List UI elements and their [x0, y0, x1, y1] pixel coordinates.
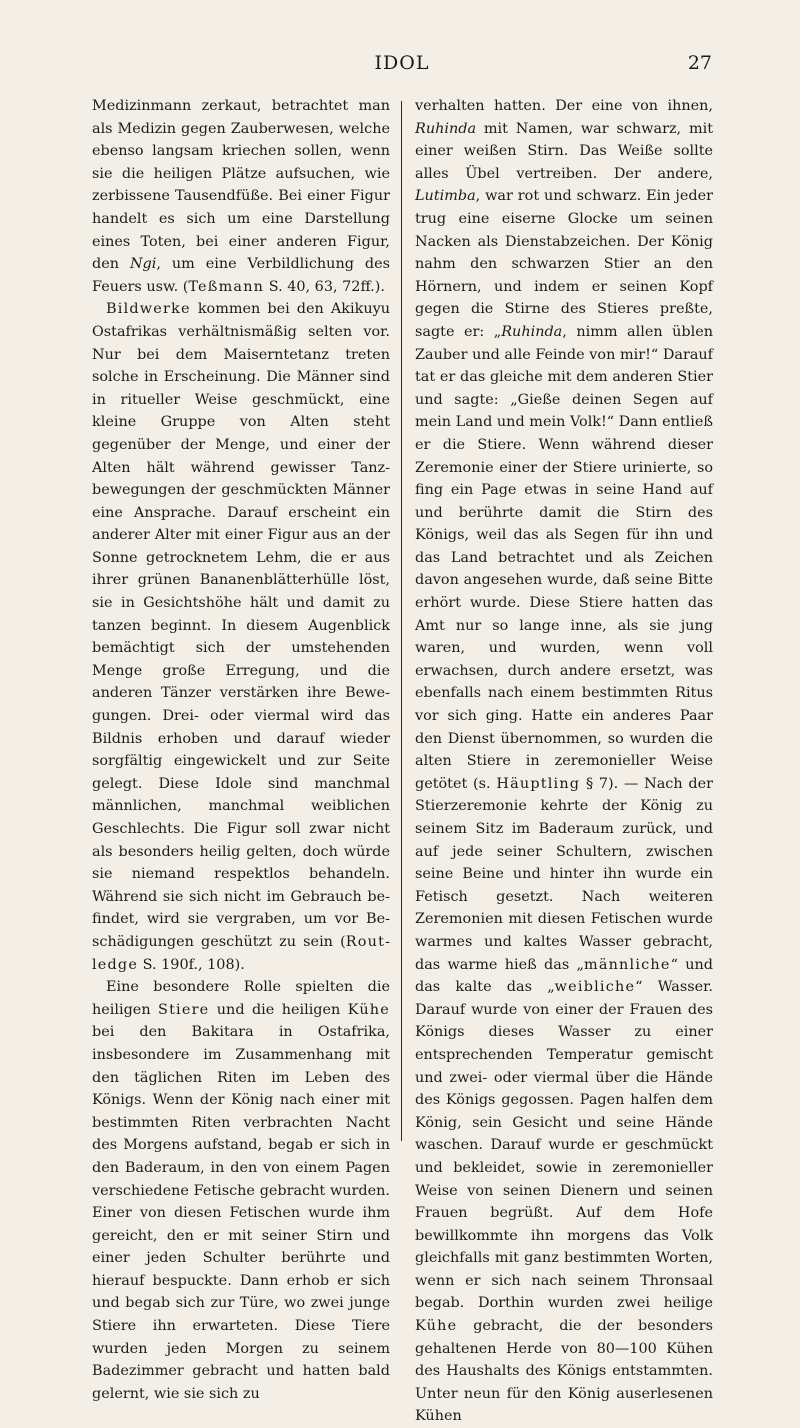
page-number: 27 — [687, 52, 712, 74]
text-columns — [92, 95, 714, 1425]
column-divider — [401, 101, 402, 1141]
running-title: IDOL — [374, 52, 430, 74]
page-header — [92, 50, 712, 80]
paragraph: Eine besondere Rolle spielten die heiligen Stiere und die heiligen Kühe bei den Bakitara in Ostafrika, insbesondere im Zusammenhang mit den täglichen Riten im Leben des Königs. Wenn der König nach einer mit bestimmten Riten verbrachten Nacht des Morgens aufstand, begab er sich in den Baderaum, in den von einem Pagen verschiedene Fetische gebracht wurden. Einer von diesen Fetischen wurde ihm gereicht, den er mit seiner Stirn und einer jeden Schulter berührte und hierauf bespuckte. Dann erhob er sich und begab sich zur Türe, wo zwei junge Stiere ihn erwarteten. Diese Tiere wurden jeden Morgen zu seinem Badezimmer gebracht und hatten bald gelernt, wie sie sich zu — [92, 979, 390, 1402]
paragraph: Medizinmann zerkaut, betrachtet man als Medizin gegen Zauberwesen, welche ebenso langsam kriechen sollen, wenn sie die heiligen Plätze aufsuchen, wie zerbissene Tausendfüße. Bei einer Figur handelt es sich um eine Darstellung eines Toten, bei einer anderen Figur, den Ngi, um eine Verbildlichung des Feuers usw. (Teßmann S. 40, 63, 72ff.). — [92, 98, 390, 295]
left-column — [92, 95, 390, 1405]
right-column — [415, 95, 713, 1428]
paragraph: verhalten hatten. Der eine von ihnen, Ruhinda mit Namen, war schwarz, mit einer weißen Stirn. Das Weiße sollte alles Übel vertreiben. Der andere, Lutimba, war rot und schwarz. Ein jeder trug eine eiserne Glocke um seinen Nacken als Dienstabzeichen. Der König nahm den schwarzen Stier an den Hörnern, und indem er seinen Kopf gegen die Stirne des Stieres preßte, sagte er: „Ruhinda, nimm allen üblen Zauber und alle Feinde von mir!“ Darauf tat er das gleiche mit dem anderen Stier und sagte: „Gieße deinen Segen auf mein Land und mein Volk!“ Dann entließ er die Stiere. Wenn während dieser Zeremonie einer der Stiere urinierte, so fing ein Page etwas in seine Hand auf und berührte damit die Stirn des Königs, weil das als Segen für ihn und das Land betrachtet und als Zeichen davon angesehen wurde, daß seine Bitte erhört wurde. Diese Stiere hatten das Amt nur so lange inne, als sie jung waren, und wurden, wenn voll erwachsen, durch andere ersetzt, was ebenfalls nach einem bestimmten Ritus vor sich ging. Hatte ein anderes Paar den Dienst übernommen, so wurden die alten Stiere in zeremonieller Weise getötet (s. Häuptling § 7). — Nach der Stierzeremonie kehrte der König zu seinem Sitz im Baderaum zurück, und auf jede seiner Schultern, zwischen seine Beine und hinter ihn wurde ein Fetisch gesetzt. Nach weiteren Zeremonien mit diesen Fetischen wurde warmes und kaltes Wasser gebracht, das warme hieß das „männliche“ und das kalte das „weibliche“ Wasser. Darauf wurde von einer der Frauen des Königs dieses Wasser zu einer entsprechenden Temperatur gemischt und zwei- oder viermal über die Hände des Königs gegossen. Pagen halfen dem König, sein Gesicht und seine Hände waschen. Darauf wurde er geschmückt und bekleidet, sowie in zeremonieller Weise von seinen Dienern und seinen Frauen begrüßt. Auf dem Hofe bewillkommte ihn morgens das Volk gleichfalls mit ganz bestimmten Worten, wenn er sich nach seinem Thronsaal begab. Dorthin wurden zwei heilige Kühe gebracht, die der besonders gehaltenen Herde von 80—100 Kühen des Haushalts des Königs entstammten. Unter neun für den König auserlesenen Kühen — [415, 98, 714, 1425]
paragraph: Bildwerke kommen bei den Akikuyu Ostafrikas verhältnismäßig selten vor. Nur bei dem Maiserntetanz treten solche in Erscheinung. Die Männer sind in ritueller Weise geschmückt, eine kleine Gruppe von Alten steht gegenüber der Menge, und einer der Alten hält während gewisser Tanzbewegungen der geschmückten Männer eine Ansprache. Darauf erscheint ein anderer Alter mit einer Figur aus an der Sonne getrocknetem Lehm, die er aus ihrer grünen Bananenblätterhülle löst, sie in Gesichtshöhe hält und damit zu tanzen beginnt. In diesem Augenblick bemächtigt sich der umstehenden Menge große Erregung, und die anderen Tänzer verstärken ihre Bewegungen. Drei- oder viermal wird das Bildnis erhoben und darauf wieder sorgfältig eingewickelt und zur Seite gelegt. Diese Idole sind manchmal männlichen, manchmal weiblichen Geschlechts. Die Figur soll zwar nicht als besonders heilig gelten, doch würde sie niemand respektlos behandeln. Während sie sich nicht im Gebrauch befindet, wird sie vergraben, um vor Beschädigungen geschützt zu sein (Routledge S. 190f., 108). — [92, 301, 390, 973]
